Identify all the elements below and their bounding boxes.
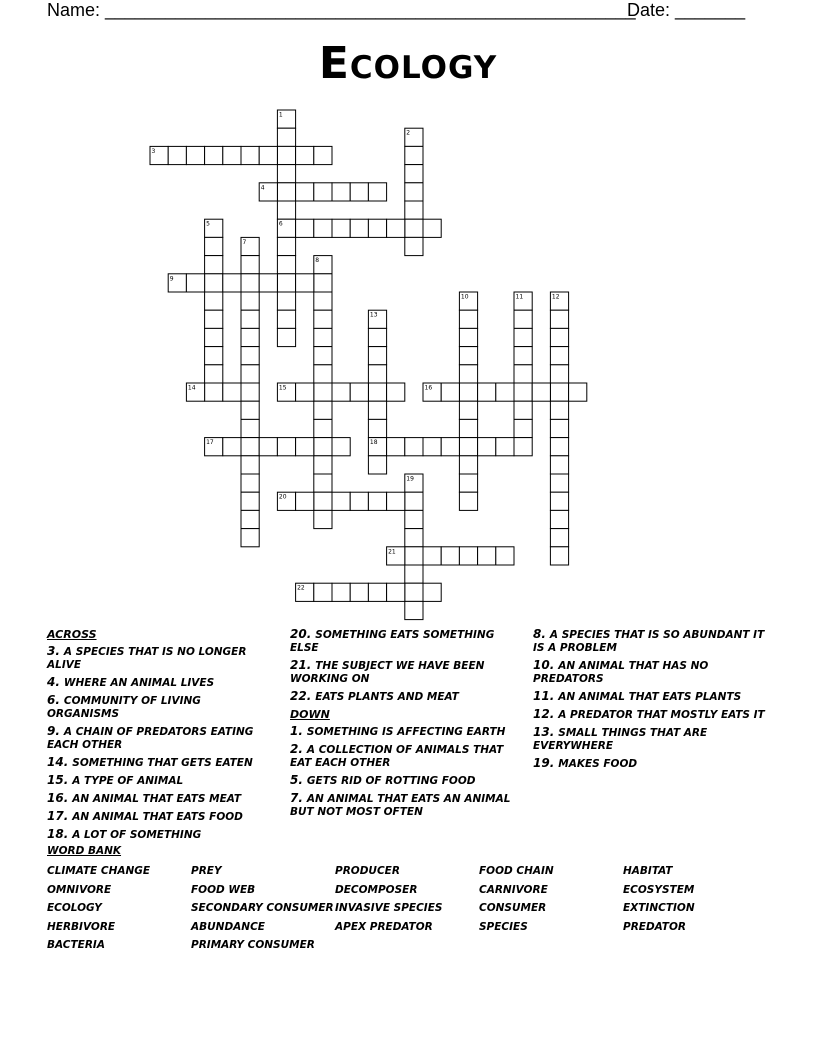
crossword-cell[interactable] (350, 183, 368, 201)
crossword-cell[interactable] (459, 438, 477, 456)
crossword-cell[interactable] (277, 201, 295, 219)
clue-text: THE SUBJECT WE HAVE BEEN WORKING ON (290, 660, 485, 685)
clue-text: EATS PLANTS AND MEAT (315, 691, 459, 703)
crossword-cell[interactable] (368, 347, 386, 365)
crossword-cell[interactable] (223, 146, 241, 164)
crossword-cell[interactable] (550, 419, 568, 437)
crossword-cell[interactable] (350, 219, 368, 237)
crossword-cell[interactable] (277, 237, 295, 255)
crossword-cell[interactable] (314, 492, 332, 510)
word-bank-item: BACTERIA (47, 939, 105, 952)
crossword-cell[interactable] (423, 583, 441, 601)
across-clue (47, 756, 262, 770)
crossword-cell[interactable] (205, 292, 223, 310)
clue-text: A COLLECTION OF ANIMALS THAT EAT EACH OTHER (290, 744, 504, 769)
crossword-cell[interactable] (459, 492, 477, 510)
down-clue (290, 792, 515, 819)
clues-column-2 (290, 628, 515, 823)
crossword-cell[interactable] (277, 256, 295, 274)
cell-number: 2 (406, 129, 411, 137)
crossword-cell[interactable] (550, 492, 568, 510)
crossword-cell[interactable] (223, 383, 241, 401)
down-clue (533, 757, 768, 771)
date-field[interactable]: Date: _______ (627, 0, 746, 20)
crossword-cell[interactable] (514, 383, 532, 401)
crossword-cell[interactable] (514, 419, 532, 437)
clue-number: 5. (290, 773, 303, 787)
crossword-cell[interactable] (405, 510, 423, 528)
crossword-cell[interactable] (186, 146, 204, 164)
crossword-cell[interactable] (314, 401, 332, 419)
crossword-cell[interactable] (241, 529, 259, 547)
crossword-cell[interactable] (550, 401, 568, 419)
cell-number: 13 (369, 311, 378, 319)
crossword-cell[interactable] (368, 219, 386, 237)
crossword-cell[interactable] (314, 183, 332, 201)
clue-text: A SPECIES THAT IS SO ABUNDANT IT IS A PROBLEM (533, 629, 765, 654)
crossword-cell[interactable] (550, 438, 568, 456)
clue-number: 22. (290, 689, 312, 703)
clue-text: A PREDATOR THAT MOSTLY EATS IT (558, 709, 765, 721)
clue-text: A TYPE OF ANIMAL (72, 775, 184, 787)
crossword-cell[interactable] (550, 510, 568, 528)
crossword-cell[interactable] (459, 310, 477, 328)
cell-number: 3 (151, 147, 156, 155)
crossword-cell[interactable] (332, 583, 350, 601)
clue-text: AN ANIMAL THAT EATS MEAT (72, 793, 242, 805)
crossword-cell[interactable] (241, 146, 259, 164)
crossword-cell[interactable] (314, 146, 332, 164)
crossword-cell[interactable] (241, 474, 259, 492)
crossword-cell[interactable] (514, 401, 532, 419)
crossword-cell[interactable] (569, 383, 587, 401)
crossword-cell[interactable] (550, 383, 568, 401)
crossword-cell[interactable] (514, 438, 532, 456)
crossword-cell[interactable] (405, 237, 423, 255)
crossword-cell[interactable] (459, 547, 477, 565)
crossword-cell[interactable] (459, 456, 477, 474)
crossword-cell[interactable] (405, 183, 423, 201)
crossword-cell[interactable] (496, 547, 514, 565)
crossword-cell[interactable] (314, 310, 332, 328)
crossword-cell[interactable] (350, 583, 368, 601)
clue-text: SOMETHING IS AFFECTING EARTH (306, 726, 506, 738)
word-bank-item: PREDATOR (623, 920, 686, 933)
clue-number: 7. (290, 791, 303, 805)
crossword-cell[interactable] (205, 274, 223, 292)
crossword-cell[interactable] (205, 383, 223, 401)
clues-column-3 (533, 628, 768, 775)
clue-text: WHERE AN ANIMAL LIVES (63, 677, 215, 689)
crossword-cell[interactable] (259, 274, 277, 292)
crossword-cell[interactable] (241, 438, 259, 456)
crossword-cell[interactable] (350, 383, 368, 401)
down-heading: DOWN (290, 708, 330, 721)
clue-number: 8. (533, 627, 546, 641)
crossword-cell[interactable] (478, 383, 496, 401)
crossword-cell[interactable] (241, 365, 259, 383)
clues-column-1 (47, 628, 262, 846)
crossword-cell[interactable] (405, 583, 423, 601)
crossword-cell[interactable] (550, 547, 568, 565)
clue-number: 19. (533, 756, 555, 770)
down-clue (533, 659, 768, 686)
crossword-cell[interactable] (314, 510, 332, 528)
crossword-cell[interactable] (314, 328, 332, 346)
across-clue (47, 725, 262, 752)
crossword-cell[interactable] (277, 165, 295, 183)
clue-number: 16. (47, 791, 69, 805)
crossword-cell[interactable] (405, 601, 423, 619)
crossword-cell[interactable] (368, 183, 386, 201)
across-clue (47, 694, 262, 721)
crossword-cell[interactable] (441, 383, 459, 401)
crossword-cell[interactable] (314, 365, 332, 383)
crossword-cell[interactable] (277, 128, 295, 146)
clue-text: A LOT OF SOMETHING (72, 829, 202, 841)
crossword-cell[interactable] (296, 492, 314, 510)
word-bank-heading: WORD BANK (47, 845, 122, 857)
crossword-cell[interactable] (550, 474, 568, 492)
clue-number: 2. (290, 742, 303, 756)
word-bank-item: INVASIVE SPECIES (335, 902, 443, 915)
clue-number: 21. (290, 658, 312, 672)
clue-text: GETS RID OF ROTTING FOOD (306, 775, 476, 787)
crossword-cell[interactable] (314, 347, 332, 365)
crossword-cell[interactable] (368, 365, 386, 383)
across-clue (290, 659, 515, 686)
clue-text: A CHAIN OF PREDATORS EATING EACH OTHER (47, 726, 254, 751)
crossword-cell[interactable] (368, 401, 386, 419)
crossword-cell[interactable] (332, 492, 350, 510)
crossword-cell[interactable] (314, 474, 332, 492)
cell-number: 20 (278, 493, 287, 501)
crossword-cell[interactable] (405, 219, 423, 237)
clue-number: 14. (47, 755, 69, 769)
cell-number: 14 (187, 384, 196, 392)
crossword-cell[interactable] (387, 219, 405, 237)
crossword-cell[interactable] (423, 438, 441, 456)
crossword-cell[interactable] (296, 274, 314, 292)
crossword-cell[interactable] (368, 492, 386, 510)
crossword-cell[interactable] (405, 565, 423, 583)
cell-number: 6 (278, 220, 283, 228)
word-bank-item: ECOSYSTEM (623, 883, 695, 896)
crossword-cell[interactable] (405, 146, 423, 164)
clue-text: SOMETHING EATS SOMETHING ELSE (290, 629, 495, 654)
cell-number: 12 (551, 293, 560, 301)
cell-number: 4 (260, 184, 265, 192)
crossword-cell[interactable] (459, 383, 477, 401)
cell-number: 15 (278, 384, 287, 392)
clue-number: 4. (47, 675, 60, 689)
crossword-cell[interactable] (368, 419, 386, 437)
crossword-cell[interactable] (459, 474, 477, 492)
crossword-cell[interactable] (241, 292, 259, 310)
word-bank-item: SPECIES (479, 920, 528, 933)
clue-text: AN ANIMAL THAT EATS AN ANIMAL BUT NOT MOST OFTEN (290, 793, 511, 818)
crossword-cell[interactable] (478, 438, 496, 456)
crossword-cell[interactable] (168, 146, 186, 164)
clue-text: COMMUNITY OF LIVING ORGANISMS (47, 695, 201, 720)
crossword-cell[interactable] (441, 547, 459, 565)
clue-number: 15. (47, 773, 69, 787)
crossword-cell[interactable] (223, 438, 241, 456)
cell-number: 5 (206, 220, 210, 228)
cell-number: 21 (388, 548, 396, 556)
crossword-cell[interactable] (332, 383, 350, 401)
crossword-cell[interactable] (205, 328, 223, 346)
word-bank-item: PRODUCER (335, 865, 400, 877)
cell-number: 18 (369, 439, 378, 447)
word-bank-item: ECOLOGY (47, 902, 102, 915)
cell-number: 16 (424, 384, 433, 392)
crossword-cell[interactable] (277, 328, 295, 346)
across-clue (47, 792, 262, 806)
cell-number: 19 (406, 475, 414, 483)
clue-text: MAKES FOOD (558, 758, 638, 770)
crossword-cell[interactable] (332, 183, 350, 201)
crossword-cell[interactable] (332, 438, 350, 456)
cell-number: 8 (315, 257, 320, 265)
crossword-cell[interactable] (387, 583, 405, 601)
word-bank-item: PRIMARY CONSUMER (191, 939, 315, 952)
crossword-cell[interactable] (387, 438, 405, 456)
crossword-cell[interactable] (368, 383, 386, 401)
word-bank-item: CLIMATE CHANGE (47, 865, 151, 877)
crossword-cell[interactable] (241, 347, 259, 365)
crossword-cell[interactable] (387, 383, 405, 401)
crossword-cell[interactable] (205, 237, 223, 255)
across-clue (290, 690, 515, 704)
crossword-cell[interactable] (314, 383, 332, 401)
crossword-cell[interactable] (514, 347, 532, 365)
cell-number: 7 (242, 238, 247, 246)
word-bank-item: HERBIVORE (47, 920, 116, 933)
across-clue (47, 676, 262, 690)
crossword-cell[interactable] (532, 383, 550, 401)
clue-text: SOMETHING THAT GETS EATEN (72, 757, 253, 769)
cell-number: 17 (206, 439, 214, 447)
clue-number: 6. (47, 693, 60, 707)
clue-number: 1. (290, 724, 303, 738)
crossword-cell[interactable] (205, 146, 223, 164)
name-field[interactable]: Name: _____________________________________________________ (47, 0, 636, 20)
crossword-cell[interactable] (387, 492, 405, 510)
crossword-cell[interactable] (241, 401, 259, 419)
crossword-cell[interactable] (314, 583, 332, 601)
clue-number: 11. (533, 689, 555, 703)
crossword-cell[interactable] (314, 419, 332, 437)
word-bank-item: EXTINCTION (623, 902, 695, 915)
word-bank-item: FOOD WEB (191, 883, 256, 896)
clue-text: AN ANIMAL THAT EATS PLANTS (558, 691, 742, 703)
crossword-cell[interactable] (259, 438, 277, 456)
crossword-cell[interactable] (314, 274, 332, 292)
crossword-cell[interactable] (550, 456, 568, 474)
crossword-cell[interactable] (205, 256, 223, 274)
clue-number: 20. (290, 627, 312, 641)
word-bank-item: CONSUMER (479, 902, 547, 915)
across-clue (47, 828, 262, 842)
crossword-cell[interactable] (368, 328, 386, 346)
crossword-cell[interactable] (296, 219, 314, 237)
down-clue (533, 708, 768, 722)
cell-number: 11 (515, 293, 524, 301)
crossword-cell[interactable] (259, 146, 277, 164)
crossword-cell[interactable] (314, 219, 332, 237)
crossword-cell[interactable] (241, 510, 259, 528)
word-bank-item: SECONDARY CONSUMER (191, 902, 334, 915)
crossword-cell[interactable] (459, 419, 477, 437)
crossword-cell[interactable] (277, 183, 295, 201)
crossword-cell[interactable] (514, 365, 532, 383)
crossword-cell[interactable] (514, 310, 532, 328)
crossword-cell[interactable] (314, 438, 332, 456)
crossword-cell[interactable] (205, 310, 223, 328)
crossword-cell[interactable] (223, 274, 241, 292)
clue-number: 13. (533, 725, 555, 739)
word-bank-item: CARNIVORE (479, 883, 548, 896)
crossword-cell[interactable] (205, 365, 223, 383)
clue-text: AN ANIMAL THAT HAS NO PREDATORS (533, 660, 709, 685)
crossword-cell[interactable] (277, 274, 295, 292)
clue-text: AN ANIMAL THAT EATS FOOD (72, 811, 243, 823)
crossword-cell[interactable] (405, 492, 423, 510)
word-bank-item: PREY (191, 865, 222, 877)
crossword-cell[interactable] (368, 456, 386, 474)
across-clue (47, 810, 262, 824)
word-bank-item: ABUNDANCE (191, 920, 265, 933)
down-clue (290, 725, 515, 739)
crossword-cell[interactable] (441, 438, 459, 456)
crossword-cell[interactable] (205, 347, 223, 365)
clue-number: 3. (47, 644, 60, 658)
clue-number: 17. (47, 809, 69, 823)
crossword-cell[interactable] (405, 547, 423, 565)
down-clue (290, 774, 515, 788)
crossword-cell[interactable] (550, 310, 568, 328)
crossword-cell[interactable] (405, 165, 423, 183)
cell-number: 10 (460, 293, 469, 301)
crossword-cell[interactable] (277, 292, 295, 310)
crossword-cell[interactable] (514, 328, 532, 346)
word-bank-item: OMNIVORE (47, 883, 112, 896)
crossword-cell[interactable] (186, 274, 204, 292)
crossword-cell[interactable] (296, 383, 314, 401)
crossword-cell[interactable] (241, 492, 259, 510)
clue-number: 10. (533, 658, 555, 672)
crossword-cell[interactable] (368, 583, 386, 601)
crossword-cell[interactable] (241, 456, 259, 474)
word-bank-item: DECOMPOSER (335, 883, 418, 896)
crossword-cell[interactable] (550, 328, 568, 346)
word-bank-item: APEX PREDATOR (335, 920, 433, 933)
crossword-cell[interactable] (350, 492, 368, 510)
crossword-cell[interactable] (550, 347, 568, 365)
across-clue (290, 628, 515, 655)
cell-number: 1 (278, 111, 283, 119)
crossword-cell[interactable] (296, 438, 314, 456)
crossword-cell[interactable] (478, 547, 496, 565)
crossword-cell[interactable] (241, 383, 259, 401)
down-clue (533, 628, 768, 655)
crossword-cell[interactable] (241, 310, 259, 328)
clue-text: SMALL THINGS THAT ARE EVERYWHERE (533, 727, 708, 752)
crossword-cell[interactable] (241, 256, 259, 274)
down-clue (290, 743, 515, 770)
crossword-cell[interactable] (241, 274, 259, 292)
cell-number: 9 (169, 275, 174, 283)
down-clue (533, 726, 768, 753)
crossword-cell[interactable] (241, 328, 259, 346)
page-title: Ecology (318, 38, 498, 89)
crossword-cell[interactable] (423, 547, 441, 565)
across-clue (47, 774, 262, 788)
crossword-cell[interactable] (405, 201, 423, 219)
cell-number: 22 (297, 584, 305, 592)
across-heading: ACROSS (47, 628, 97, 641)
crossword-cell[interactable] (496, 383, 514, 401)
clue-number: 9. (47, 724, 60, 738)
crossword-cell[interactable] (459, 401, 477, 419)
crossword-cell[interactable] (459, 328, 477, 346)
crossword-cell[interactable] (496, 438, 514, 456)
crossword-cell[interactable] (314, 456, 332, 474)
crossword-cell[interactable] (296, 183, 314, 201)
crossword-cell[interactable] (277, 146, 295, 164)
crossword-cell[interactable] (550, 529, 568, 547)
word-bank-item: FOOD CHAIN (479, 865, 554, 877)
crossword-cell[interactable] (550, 365, 568, 383)
word-bank-item: HABITAT (623, 865, 673, 877)
crossword-cell[interactable] (314, 292, 332, 310)
crossword-cell[interactable] (459, 365, 477, 383)
crossword-cell[interactable] (296, 146, 314, 164)
crossword-cell[interactable] (405, 529, 423, 547)
clue-text: A SPECIES THAT IS NO LONGER ALIVE (47, 646, 247, 671)
crossword-cell[interactable] (241, 419, 259, 437)
crossword-cell[interactable] (423, 219, 441, 237)
down-clue (533, 690, 768, 704)
clue-number: 12. (533, 707, 555, 721)
crossword-cell[interactable] (332, 219, 350, 237)
crossword-cell[interactable] (277, 438, 295, 456)
across-clue (47, 645, 262, 672)
crossword-cell[interactable] (405, 438, 423, 456)
clue-number: 18. (47, 827, 69, 841)
crossword-cell[interactable] (277, 310, 295, 328)
crossword-cell[interactable] (459, 347, 477, 365)
